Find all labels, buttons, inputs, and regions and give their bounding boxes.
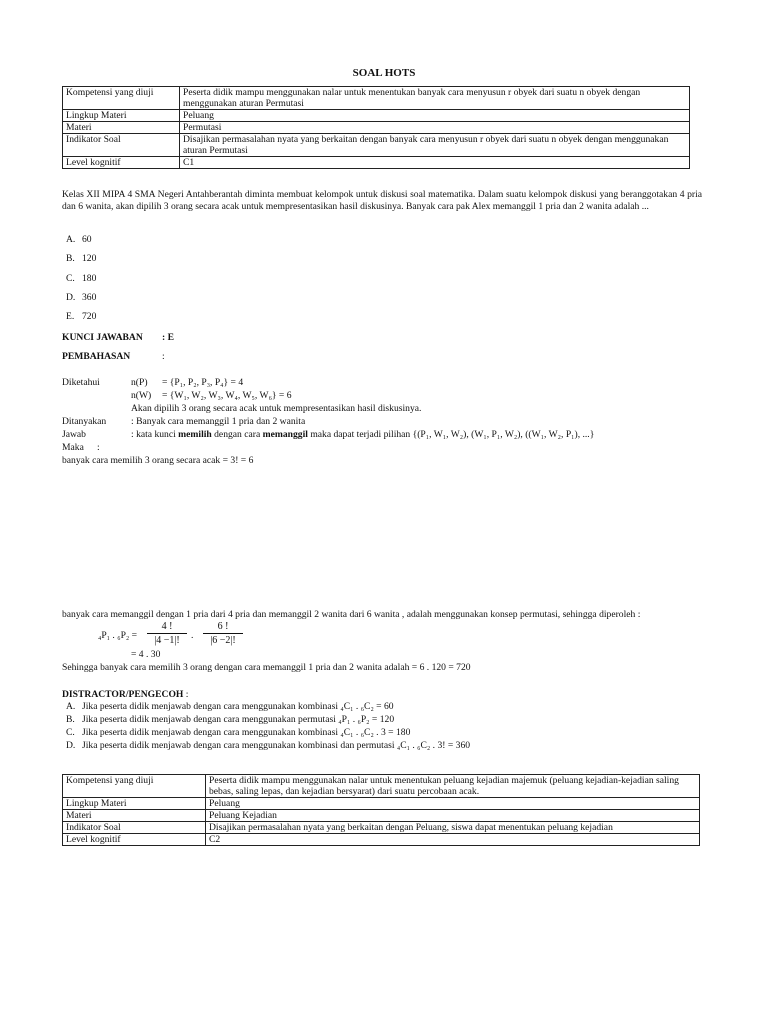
option-letter: A.: [66, 234, 76, 245]
table-row: [63, 157, 690, 169]
table-key: Kompetensi yang diuji: [63, 775, 206, 798]
answer-key-value: : E: [162, 332, 174, 343]
asked-label: Ditanyakan: [62, 416, 107, 427]
table-key: Indikator Soal: [63, 822, 206, 834]
question-metadata-table-2: [62, 774, 700, 846]
fraction-denominator: |6 −2|!: [210, 635, 236, 646]
table-row: [63, 775, 700, 798]
distractor-title: DISTRACTOR/PENGECOH: [62, 689, 184, 700]
table-value: C1: [180, 157, 690, 169]
table-key: Lingkup Materi: [63, 798, 206, 810]
known-statement: Akan dipilih 3 orang secara acak untuk mempresentasikan hasil diskusinya.: [131, 403, 422, 414]
conclusion: Sehingga banyak cara memilih 3 orang dengan cara memanggil 1 pria dan 2 wanita adalah = 6 . 120 = 720: [62, 662, 471, 673]
known-np-value: = {P₁, P₂, P₃, P₄} = 4: [162, 377, 244, 388]
then-colon: :: [97, 442, 100, 453]
distractor-letter: D.: [66, 740, 76, 751]
option-text: 120: [82, 253, 97, 264]
option-text: 180: [82, 273, 97, 284]
option-letter: E.: [66, 311, 75, 322]
table-row: [63, 822, 700, 834]
distractor-text: Jika peserta didik menjawab dengan cara menggunakan kombinasi ₄C₁ . ₆C₂ = 60: [82, 701, 394, 712]
formula-lhs: ₄P₁ . ₆P₂ =: [98, 630, 138, 641]
answer-key-label: KUNCI JAWABAN: [62, 332, 143, 343]
keyword-memilih: memilih: [178, 429, 212, 440]
distractor-colon: :: [185, 689, 189, 700]
table-row: [63, 834, 700, 846]
option-c: [66, 273, 96, 284]
discussion-label: PEMBAHASAN: [62, 351, 131, 362]
answer-mid: dengan cara: [211, 429, 263, 440]
option-letter: C.: [66, 273, 75, 284]
page-title: SOAL HOTS: [352, 67, 416, 79]
table-key: Materi: [63, 122, 180, 134]
ways-choose-line: banyak cara memilih 3 orang secara acak = 3! = 6: [62, 455, 254, 466]
option-letter: B.: [66, 253, 75, 264]
distractor-text: Jika peserta didik menjawab dengan cara menggunakan kombinasi ₄C₁ . ₆C₂ . 3 = 180: [82, 727, 411, 738]
fraction-4p1: [147, 621, 187, 646]
table-row: [63, 134, 690, 157]
table-key: Level kognitif: [63, 834, 206, 846]
table-value: Peluang: [180, 110, 690, 122]
question-text: Kelas XII MIPA 4 SMA Negeri Antahberantah diminta membuat kelompok untuk diskusi soal matematika. Dalam suatu kelompok diskusi yang beranggotakan 4 pria dan 6 wanita, akan dipilih 3 orang secara acak untuk mempresentasikan hasil diskusinya. Banyak cara pak Alex memanggil 1 pria dan 2 wanita adalah ...: [62, 189, 702, 212]
distractor-item: [66, 701, 394, 714]
fraction-6p2: [203, 621, 243, 646]
fraction-denominator: |4 −1|!: [154, 635, 180, 646]
distractor-letter: C.: [66, 727, 75, 738]
answer-label: Jawab: [62, 429, 86, 440]
table-row: [63, 122, 690, 134]
table-value: C2: [206, 834, 700, 846]
option-text: 60: [82, 234, 92, 245]
then-label: Maka: [62, 442, 84, 453]
table-key: Indikator Soal: [63, 134, 180, 157]
table-value: Peluang Kejadian: [206, 810, 700, 822]
distractor-letter: B.: [66, 714, 75, 725]
option-a: [66, 234, 92, 245]
distractor-item: [66, 727, 410, 740]
distractor-item: [66, 714, 394, 727]
formula-dot: .: [191, 630, 194, 641]
table-row: [63, 110, 690, 122]
table-value: Permutasi: [180, 122, 690, 134]
formula-result: = 4 . 30: [131, 649, 161, 660]
table-value: Peserta didik mampu menggunakan nalar untuk menentukan banyak cara menyusun r obyek dari suatu n obyek dengan menggunakan aturan Permutasi: [180, 87, 690, 110]
table-value: Disajikan permasalahan nyata yang berkaitan dengan Peluang, siswa dapat menentukan peluang kejadian: [206, 822, 700, 834]
table-row: [63, 87, 690, 110]
option-text: 720: [82, 311, 97, 322]
answer-pre: : kata kunci: [131, 429, 179, 440]
option-text: 360: [82, 292, 97, 303]
table-value: Peluang: [206, 798, 700, 810]
option-d: [66, 292, 96, 303]
option-e: [66, 311, 96, 322]
table-key: Materi: [63, 810, 206, 822]
table-row: [63, 810, 700, 822]
known-nw: n(W): [131, 390, 152, 401]
table-key: Kompetensi yang diuji: [63, 87, 180, 110]
ways-call-line: banyak cara memanggil dengan 1 pria dari 4 pria dan memanggil 2 wanita dari 6 wanita , adalah menggunakan konsep permutasi, sehingga diperoleh :: [62, 609, 641, 620]
table-value: Peserta didik mampu menggunakan nalar untuk menentukan peluang kejadian majemuk (peluang kejadian-kejadian saling bebas, saling lepas, dan kejadian bersyarat) dari suatu percobaan acak.: [206, 775, 700, 798]
distractor-item: [66, 740, 470, 753]
distractor-heading: [62, 689, 188, 701]
table-row: [63, 798, 700, 810]
discussion-colon: :: [162, 351, 165, 362]
answer-post: maka dapat terjadi pilihan {(P₁, W₁, W₂), (W₁, P₁, W₂), ((W₁, W₂, P₁), ...}: [307, 429, 595, 440]
fraction-numerator: 6 !: [203, 621, 243, 634]
option-letter: D.: [66, 292, 76, 303]
table-value: Disajikan permasalahan nyata yang berkaitan dengan banyak cara menyusun r obyek dari suatu n obyek dengan menggunakan aturan Permutasi: [180, 134, 690, 157]
answer-text: [131, 429, 594, 441]
keyword-memanggil: memanggil: [262, 429, 308, 440]
asked-value: : Banyak cara memanggil 1 pria dan 2 wanita: [131, 416, 306, 427]
table-key: Level kognitif: [63, 157, 180, 169]
fraction-numerator: 4 !: [147, 621, 187, 634]
distractor-text: Jika peserta didik menjawab dengan cara menggunakan permutasi ₄P₁ . ₆P₂ = 120: [82, 714, 395, 725]
known-label: Diketahui: [62, 377, 100, 388]
known-nw-value: = {W₁, W₂, W₃, W₄, W₅, W₆} = 6: [162, 390, 292, 401]
distractor-text: Jika peserta didik menjawab dengan cara menggunakan kombinasi dan permutasi ₄C₁ . ₆C₂ . 3! = 360: [82, 740, 471, 751]
known-np: n(P): [131, 377, 148, 388]
option-b: [66, 253, 96, 264]
question-metadata-table: [62, 86, 690, 169]
table-key: Lingkup Materi: [63, 110, 180, 122]
distractor-letter: A.: [66, 701, 76, 712]
